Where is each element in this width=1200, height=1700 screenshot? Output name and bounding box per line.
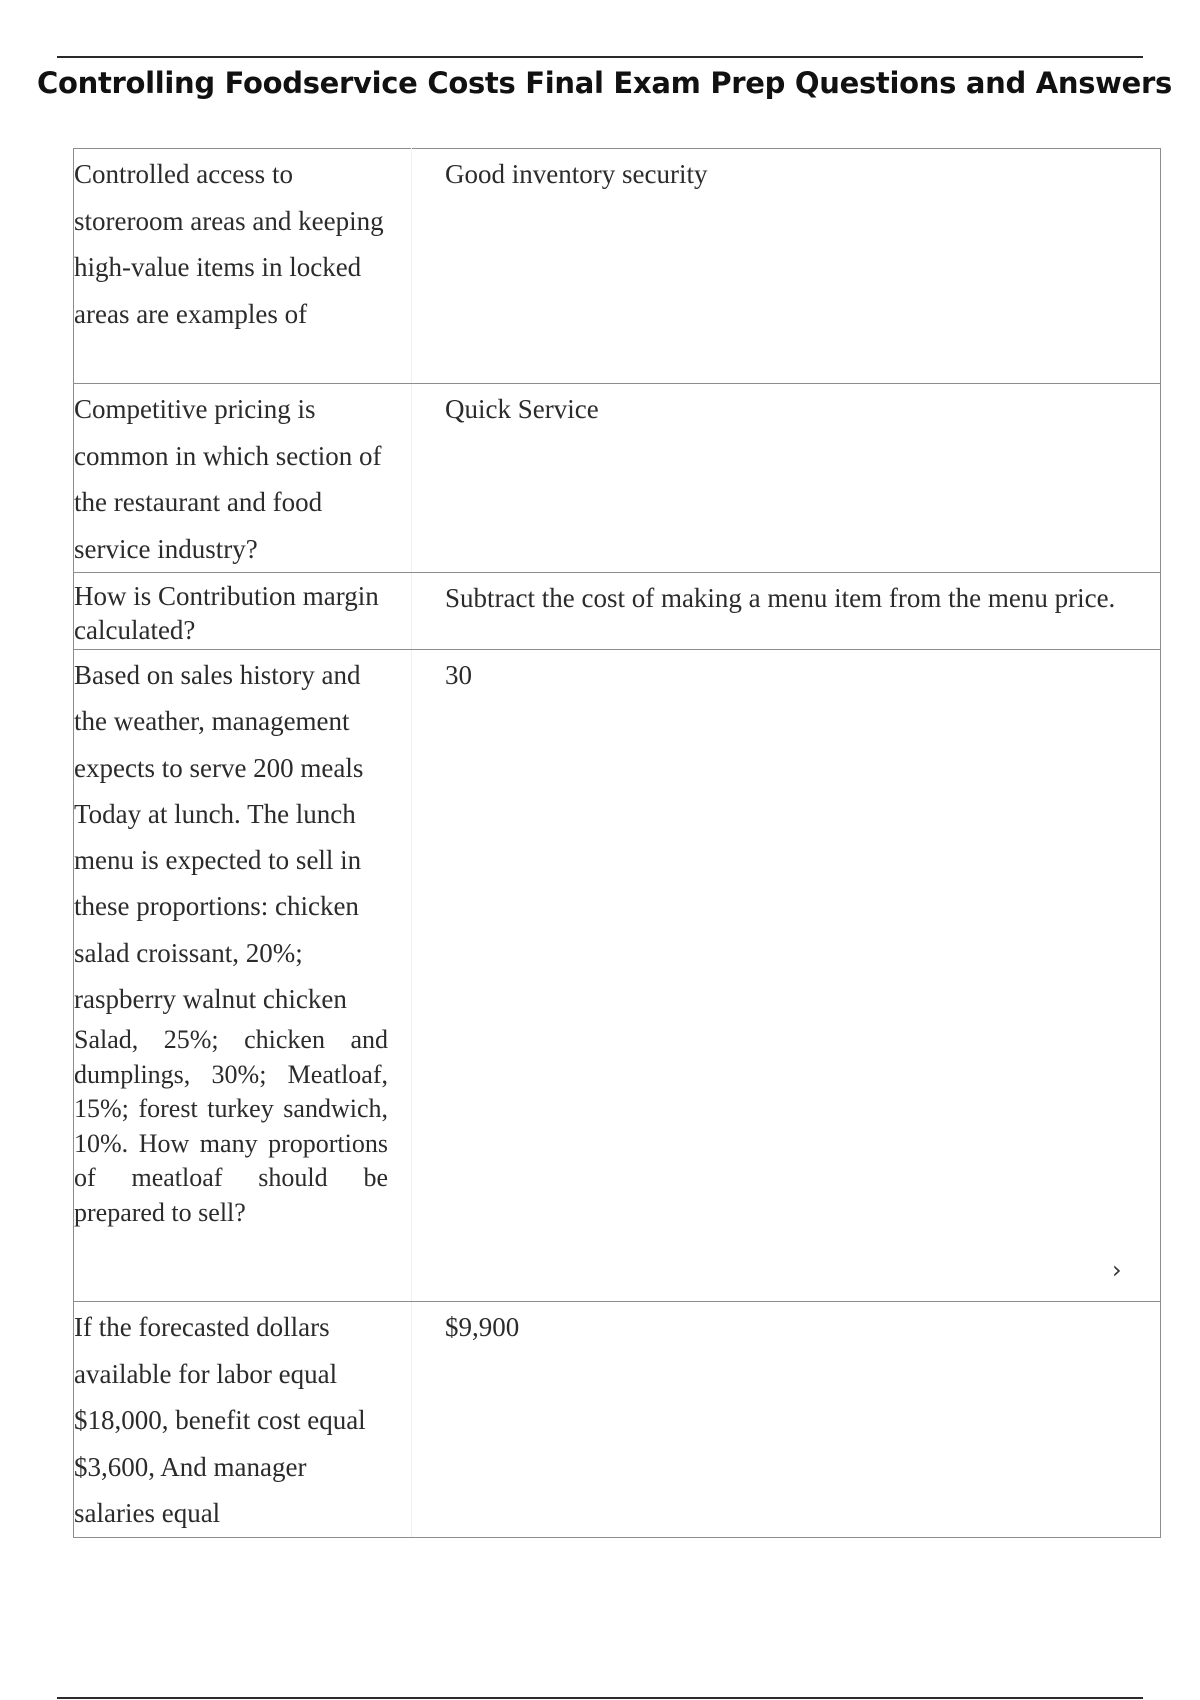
answer-cell <box>412 149 1161 384</box>
question-text: If the forecasted dollars available for labor equal $18,000, benefit cost equal $3,600, And manager salaries equal <box>74 1312 366 1528</box>
answer-text: $9,900 <box>445 1312 520 1342</box>
answer-text: 30 <box>445 660 472 690</box>
table-row <box>74 384 1161 573</box>
qa-table <box>73 148 1161 1538</box>
answer-text: Quick Service <box>445 394 599 424</box>
table-row <box>74 1302 1161 1538</box>
answer-cell <box>412 573 1161 650</box>
top-rule <box>57 56 1143 58</box>
chevron-right-icon[interactable]: › <box>1112 1256 1122 1284</box>
question-text: Competitive pricing is common in which section of the restaurant and food service industry? <box>74 394 382 564</box>
answer-text: Good inventory security <box>445 159 708 189</box>
question-text: Controlled access to storeroom areas and keeping high-value items in locked areas are examples of <box>74 159 384 329</box>
page-title: Controlling Foodservice Costs Final Exam Prep Questions and Answers <box>37 66 1173 100</box>
question-text: Based on sales history and the weather, management expects to serve 200 meals Today at lunch. The lunch menu is expected to sell in these proportions: chicken salad croissant, 20%; raspberry walnut chicken <box>74 660 364 1015</box>
question-cell <box>74 650 412 1302</box>
question-text: How is Contribution margin calculated? <box>74 581 379 645</box>
bottom-rule <box>57 1697 1143 1699</box>
answer-cell <box>412 384 1161 573</box>
question-cell <box>74 384 412 573</box>
table-row <box>74 650 1161 1302</box>
question-cell <box>74 1302 412 1538</box>
answer-cell <box>412 1302 1161 1538</box>
table-row <box>74 573 1161 650</box>
question-text-continued: Salad, 25%; chicken and dumplings, 30%; Meatloaf, 15%; forest turkey sandwich, 10%. How many proportions of meatloaf should be prepared to sell? <box>74 1025 388 1227</box>
question-cell <box>74 149 412 384</box>
answer-cell <box>412 650 1161 1302</box>
question-cell <box>74 573 412 650</box>
table-row <box>74 149 1161 384</box>
answer-text: Subtract the cost of making a menu item from the menu price. <box>445 583 1116 613</box>
